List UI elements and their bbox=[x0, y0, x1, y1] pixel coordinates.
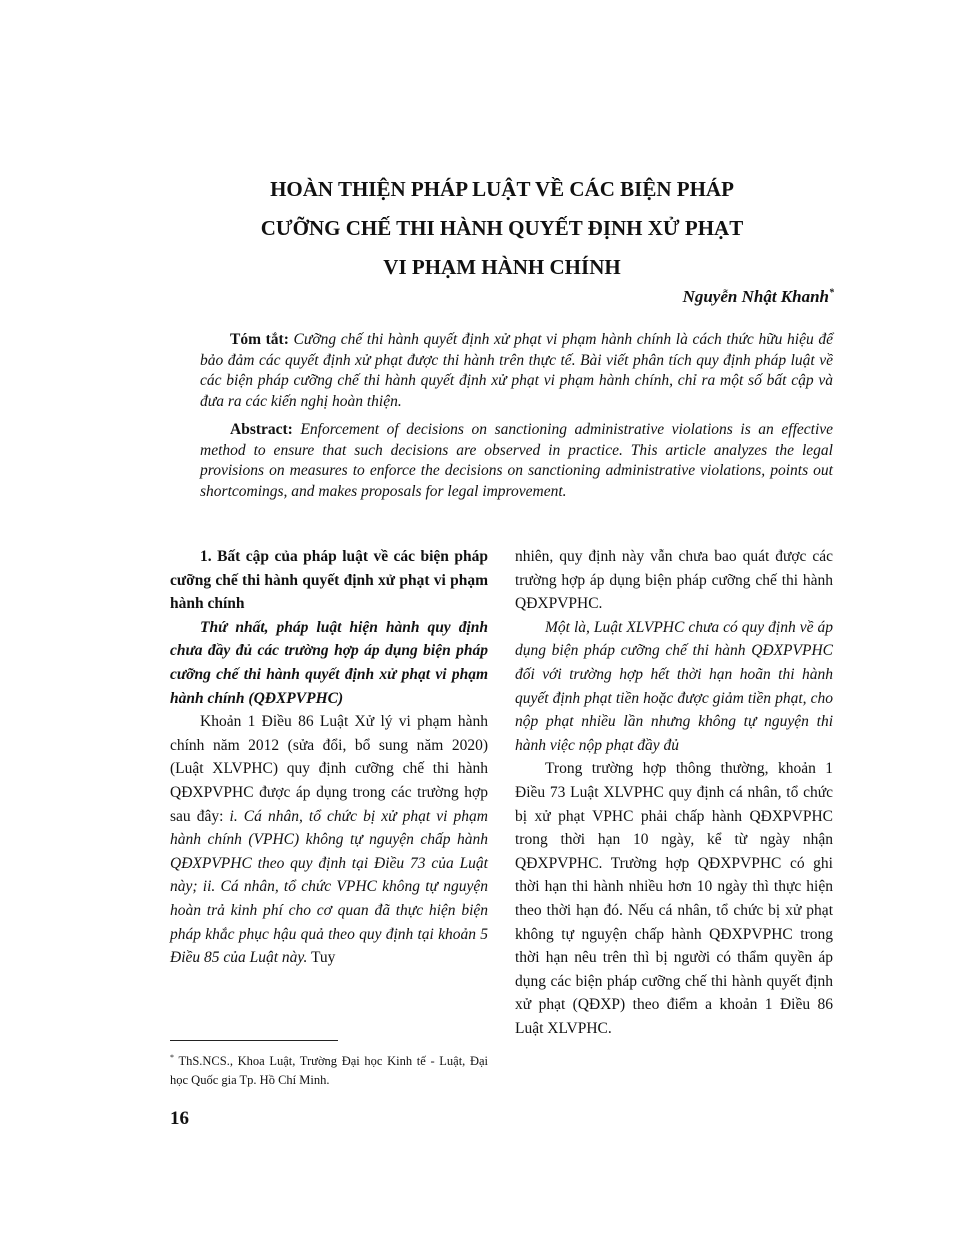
author-footnote-mark: * bbox=[829, 287, 834, 299]
footnote bbox=[170, 1048, 488, 1090]
author-name: Nguyễn Nhật Khanh bbox=[682, 287, 829, 306]
body-paragraph-main: Trong trường hợp thông thường, khoản 1 Điều 73 Luật XLVPHC quy định cá nhân, tổ chức bị xử phạt VPHC phải chấp hành QĐXPVPHC trong thời hạn 10 ngày, kể từ ngày nhận QĐXPVPHC. Trường hợp QĐXPVPHC có ghi thời hạn thi hành nhiều hơn 10 ngày thì thực hiện theo thời hạn đó. Nếu cá nhân, tổ chức bị xử phạt không tự nguyện chấp hành QĐXPVPHC trong thời hạn nêu trên thì bị người có thẩm quyền áp dụng các biện pháp cưỡng chế thi hành quyết định xử phạt (QĐXP) theo điểm a khoản 1 Điều 86 Luật XLVPHC. bbox=[515, 760, 833, 1037]
paragraph-italic-cases: i. Cá nhân, tổ chức bị xử phạt vi phạm hành chính (VPHC) không tự nguyện chấp hành QĐXPVPHC theo quy định tại Điều 73 của Luật này; ii. Cá nhân, tổ chức VPHC không tự nguyện hoàn trả kinh phí cho cơ quan đã thực hiện biện pháp khắc phục hậu quả theo quy định tại khoản 5 Điều 85 của Luật này. bbox=[170, 807, 488, 967]
footnote-text: ThS.NCS., Khoa Luật, Trường Đại học Kinh tế - Luật, Đại học Quốc gia Tp. Hồ Chí Minh. bbox=[170, 1054, 488, 1088]
section-heading: 1. Bất cập của pháp luật về các biện pháp cưỡng chế thi hành quyết định xử phạt vi phạm hành chính bbox=[170, 548, 488, 613]
title-line-3: VI PHẠM HÀNH CHÍNH bbox=[383, 255, 621, 279]
author-byline bbox=[683, 287, 834, 307]
article-title bbox=[170, 170, 834, 287]
title-line-2: CƯỠNG CHẾ THI HÀNH QUYẾT ĐỊNH XỬ PHẠT bbox=[260, 216, 744, 240]
footnote-divider bbox=[170, 1040, 338, 1041]
page-number: 16 bbox=[170, 1108, 189, 1129]
abstract-vi-label: Tóm tắt: bbox=[230, 331, 289, 348]
abstract-en-label: Abstract: bbox=[230, 421, 293, 438]
subsection-heading: Thứ nhất, pháp luật hiện hành quy định chưa đầy đủ các trường hợp áp dụng biện pháp cưỡng chế thi hành quyết định xử phạt vi phạm hành chính (QĐXPVPHC) bbox=[170, 618, 488, 707]
title-line-1: HOÀN THIỆN PHÁP LUẬT VỀ CÁC BIỆN PHÁP bbox=[270, 177, 734, 201]
paragraph-continuation: nhiên, quy định này vẫn chưa bao quát được các trường hợp áp dụng biện pháp cưỡng chế thi hành QĐXPVPHC. bbox=[515, 548, 833, 613]
left-column bbox=[170, 545, 488, 970]
right-column bbox=[515, 545, 833, 1040]
abstract-vietnamese bbox=[200, 330, 833, 412]
abstract-english bbox=[200, 420, 833, 502]
paragraph-tail: Tuy bbox=[307, 949, 336, 967]
abstract-en-text: Enforcement of decisions on sanctioning administrative violations is an effective method to ensure that such decisions are observed in practice. This article analyzes the legal provisions on measures to enforce the decisions on sanctioning administrative violations, points out shortcomings, and makes proposals for legal improvement. bbox=[200, 421, 834, 500]
paragraph-intro: Khoản 1 Điều 86 Luật Xử lý vi phạm hành chính năm 2012 (sửa đổi, bổ sung năm 2020) (Luật XLVPHC) quy định cưỡng chế thi hành QĐXPVPHC được áp dụng trong các trường hợp sau đây: bbox=[170, 713, 488, 825]
footnote-mark: * bbox=[170, 1053, 174, 1062]
abstract-vi-text: Cưỡng chế thi hành quyết định xử phạt vi phạm hành chính là cách thức hữu hiệu để bảo đảm các quyết định xử phạt được thi hành trên thực tế. Bài viết phân tích quy định pháp luật về các biện pháp cưỡng chế thi hành quyết định xử phạt vi phạm hành chính, chỉ ra một số bất cập và đưa ra các kiến nghị hoàn thiện. bbox=[200, 331, 833, 410]
italic-subheading: Một là, Luật XLVPHC chưa có quy định về áp dụng biện pháp cưỡng chế thi hành QĐXPVPHC đối với trường hợp hết thời hạn hoãn thi hành quyết định phạt tiền hoặc được giảm tiền phạt, cho nộp phạt nhiều lần nhưng không tự nguyện thi hành việc nộp phạt đầy đủ bbox=[515, 618, 833, 754]
body-paragraph bbox=[170, 710, 488, 970]
